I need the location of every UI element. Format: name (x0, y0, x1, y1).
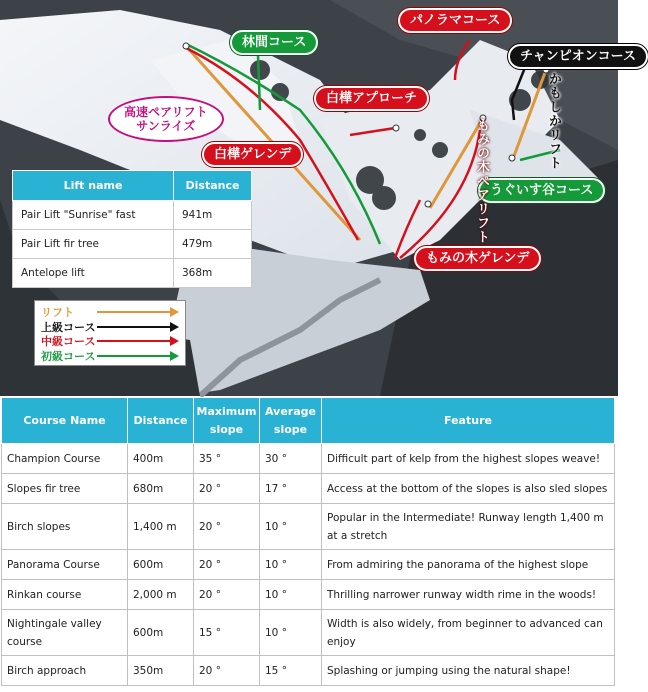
max-slope-header: Maximum slope (194, 398, 260, 444)
max-slope-cell: 20 ° (194, 656, 260, 686)
feature-cell: Difficult part of kelp from the highest slopes weave! (322, 444, 615, 474)
distance-cell: 400m (128, 444, 194, 474)
sunrise-lift-label-line1: 高速ペアリフト (124, 105, 208, 119)
table-row (2, 580, 615, 610)
map-legend (34, 300, 186, 366)
course-name-cell: Champion Course (2, 444, 128, 474)
legend-arrow-icon (97, 336, 179, 346)
shirakaba-slope-callout[interactable]: 白樺ゲレンデ (202, 142, 303, 167)
feature-cell: Splashing or jumping using the natural shape! (322, 656, 615, 686)
distance-cell: 680m (128, 474, 194, 504)
lift-name-cell: Antelope lift (13, 259, 174, 288)
feature-cell: From admiring the panorama of the highest slope (322, 550, 615, 580)
feature-cell: Popular in the Intermediate! Runway length 1,400 m at a stretch (322, 504, 615, 550)
course-name-cell: Panorama Course (2, 550, 128, 580)
feature-cell: Access at the bottom of the slopes is also sled slopes (322, 474, 615, 504)
avg-slope-cell: 10 ° (260, 550, 322, 580)
course-name-cell: Nightingale valley course (2, 610, 128, 656)
lift-distance-cell: 368m (174, 259, 252, 288)
course-table (1, 397, 615, 686)
max-slope-cell: 20 ° (194, 474, 260, 504)
course-table-header (2, 398, 615, 444)
distance-cell: 600m (128, 610, 194, 656)
feature-header: Feature (322, 398, 615, 444)
legend-item-intermediate (41, 334, 179, 349)
distance-header: Distance (128, 398, 194, 444)
champion-course-callout[interactable]: チャンピオンコース (508, 44, 648, 69)
table-row (2, 656, 615, 686)
sunrise-lift-label-line2: サンライズ (136, 119, 196, 133)
avg-slope-cell: 10 ° (260, 580, 322, 610)
avg-slope-cell: 15 ° (260, 656, 322, 686)
lift-table (12, 170, 252, 288)
avg-slope-header: Average slope (260, 398, 322, 444)
avg-slope-cell: 17 ° (260, 474, 322, 504)
course-name-cell: Birch slopes (2, 504, 128, 550)
lift-distance-cell: 479m (174, 230, 252, 259)
legend-label: 上級コース (41, 320, 96, 334)
avg-slope-cell: 30 ° (260, 444, 322, 474)
feature-cell: Width is also widely, from beginner to advanced can enjoy (322, 610, 615, 656)
max-slope-cell: 35 ° (194, 444, 260, 474)
lift-name-header: Lift name (13, 171, 174, 201)
max-slope-cell: 20 ° (194, 580, 260, 610)
lift-name-cell: Pair Lift "Sunrise" fast (13, 201, 174, 230)
legend-item-advanced (41, 320, 179, 335)
distance-cell: 350m (128, 656, 194, 686)
distance-cell: 1,400 m (128, 504, 194, 550)
legend-item-beginner (41, 349, 179, 364)
legend-label: 初級コース (41, 349, 96, 363)
shirakaba-approach-callout[interactable]: 白樺アプローチ (314, 86, 429, 111)
panorama-course-callout[interactable]: パノラマコース (398, 8, 512, 33)
lift-name-cell: Pair Lift fir tree (13, 230, 174, 259)
max-slope-cell: 15 ° (194, 610, 260, 656)
table-row (2, 504, 615, 550)
lift-table-header (13, 171, 252, 201)
momi-lift-label[interactable]: もみの木ペアリフト (474, 118, 489, 244)
table-row (2, 474, 615, 504)
uguisu-valley-callout[interactable]: うぐいす谷コース (478, 178, 605, 203)
distance-cell: 600m (128, 550, 194, 580)
max-slope-cell: 20 ° (194, 550, 260, 580)
course-name-header: Course Name (2, 398, 128, 444)
table-row (13, 259, 252, 288)
table-row (2, 610, 615, 656)
course-name-cell: Rinkan course (2, 580, 128, 610)
legend-arrow-icon (97, 307, 179, 317)
course-name-cell: Birch approach (2, 656, 128, 686)
sunrise-lift-callout[interactable] (108, 96, 224, 142)
lift-distance-cell: 941m (174, 201, 252, 230)
legend-label: リフト (41, 306, 74, 320)
table-row (13, 201, 252, 230)
kamoshika-lift-label[interactable]: かもしかリフト (546, 72, 561, 170)
feature-cell: Thrilling narrower runway width rime in the woods! (322, 580, 615, 610)
course-name-cell: Slopes fir tree (2, 474, 128, 504)
table-row (2, 444, 615, 474)
momi-slope-callout[interactable]: もみの木ゲレンデ (414, 246, 541, 271)
avg-slope-cell: 10 ° (260, 504, 322, 550)
rinkan-course-callout[interactable]: 林間コース (230, 30, 318, 55)
lift-distance-header: Distance (174, 171, 252, 201)
legend-arrow-icon (97, 322, 179, 332)
distance-cell: 2,000 m (128, 580, 194, 610)
table-row (13, 230, 252, 259)
table-row (2, 550, 615, 580)
legend-label: 中級コース (41, 335, 96, 349)
max-slope-cell: 20 ° (194, 504, 260, 550)
avg-slope-cell: 10 ° (260, 610, 322, 656)
legend-arrow-icon (97, 351, 179, 361)
legend-item-lift (41, 305, 179, 320)
